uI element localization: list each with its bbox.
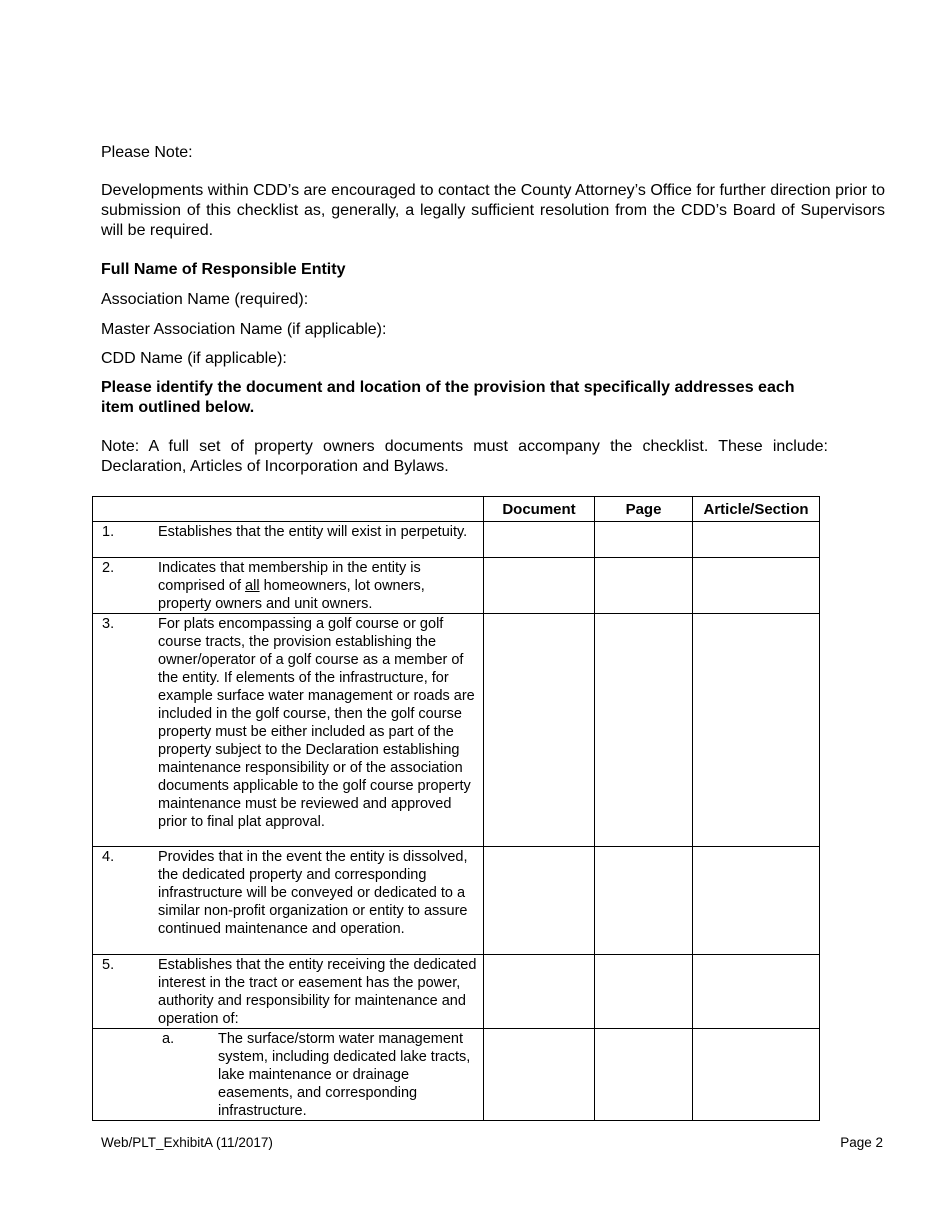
table-row bbox=[93, 614, 820, 847]
intro-paragraph: Developments within CDD’s are encouraged to contact the County Attorney’s Office for further direction prior to submission of this checklist as, generally, a legally sufficient resolution from the CDD’s Board of Supervisors will be required. bbox=[101, 182, 885, 239]
header-document: Document bbox=[484, 497, 595, 522]
header-article-section: Article/Section bbox=[693, 497, 820, 522]
row-text: Indicates that membership in the entity is comprised of all homeowners, lot owners, property owners and unit owners. bbox=[158, 560, 425, 612]
document-cell[interactable] bbox=[484, 1029, 595, 1121]
article-section-cell[interactable] bbox=[693, 955, 820, 1029]
row-text: The surface/storm water management system, including dedicated lake tracts, lake maintenance or drainage easements, and corresponding infrastructure. bbox=[218, 1031, 471, 1119]
row-number: a. bbox=[162, 1031, 175, 1047]
article-section-cell[interactable] bbox=[693, 847, 820, 955]
row-text: Establishes that the entity will exist in perpetuity. bbox=[158, 524, 468, 540]
page-cell[interactable] bbox=[595, 955, 693, 1029]
table-row bbox=[93, 558, 820, 614]
please-note-label: Please Note: bbox=[101, 144, 193, 161]
table-row bbox=[93, 522, 820, 558]
row-number: 2. bbox=[102, 560, 115, 576]
row-number: 1. bbox=[102, 524, 115, 540]
association-name-label: Association Name (required): bbox=[101, 291, 309, 308]
footer-page-number: Page 2 bbox=[840, 1135, 883, 1150]
provision-checklist-table bbox=[92, 496, 820, 1121]
master-association-name-label: Master Association Name (if applicable): bbox=[101, 321, 387, 338]
header-item bbox=[93, 497, 484, 522]
document-cell[interactable] bbox=[484, 558, 595, 614]
row-number: 4. bbox=[102, 849, 115, 865]
underlined-all: all bbox=[245, 578, 260, 594]
identify-instruction: Please identify the document and location of the provision that specifically addresses each item outlined below. bbox=[101, 379, 795, 416]
row-number: 5. bbox=[102, 957, 115, 973]
row-number: 3. bbox=[102, 616, 115, 632]
document-cell[interactable] bbox=[484, 955, 595, 1029]
footer-form-id: Web/PLT_ExhibitA (11/2017) bbox=[101, 1135, 273, 1150]
page-cell[interactable] bbox=[595, 847, 693, 955]
entity-heading: Full Name of Responsible Entity bbox=[101, 261, 346, 278]
table-row bbox=[93, 1029, 820, 1121]
row-text: For plats encompassing a golf course or golf course tracts, the provision establishing the owner/operator of a golf course as a member of the entity. If elements of the infrastructure, for example surface water management or roads are included in the golf course, then the golf course property must be either included as part of the property subject to the Declaration establishing maintenance responsibility or of the association documents applicable to the golf course property maintenance must be reviewed and approved prior to final plat approval. bbox=[158, 616, 475, 830]
row-text: Provides that in the event the entity is dissolved, the dedicated property and corresponding infrastructure will be conveyed or dedicated to a similar non-profit organization or entity to assure continued maintenance and operation. bbox=[158, 849, 468, 937]
row-text: Establishes that the entity receiving the dedicated interest in the tract or easement has the power, authority and responsibility for maintenance and operation of: bbox=[158, 957, 477, 1027]
article-section-cell[interactable] bbox=[693, 558, 820, 614]
page-cell[interactable] bbox=[595, 522, 693, 558]
header-page: Page bbox=[595, 497, 693, 522]
documents-note: Note: A full set of property owners documents must accompany the checklist. These include: Declaration, Articles of Incorporation and Bylaws. bbox=[101, 438, 828, 475]
page-cell[interactable] bbox=[595, 558, 693, 614]
article-section-cell[interactable] bbox=[693, 522, 820, 558]
cdd-name-label: CDD Name (if applicable): bbox=[101, 350, 287, 367]
article-section-cell[interactable] bbox=[693, 1029, 820, 1121]
table-row bbox=[93, 847, 820, 955]
page-cell[interactable] bbox=[595, 614, 693, 847]
article-section-cell[interactable] bbox=[693, 614, 820, 847]
document-cell[interactable] bbox=[484, 614, 595, 847]
page-cell[interactable] bbox=[595, 1029, 693, 1121]
table-header-row bbox=[93, 497, 820, 522]
document-cell[interactable] bbox=[484, 847, 595, 955]
document-cell[interactable] bbox=[484, 522, 595, 558]
table-row bbox=[93, 955, 820, 1029]
